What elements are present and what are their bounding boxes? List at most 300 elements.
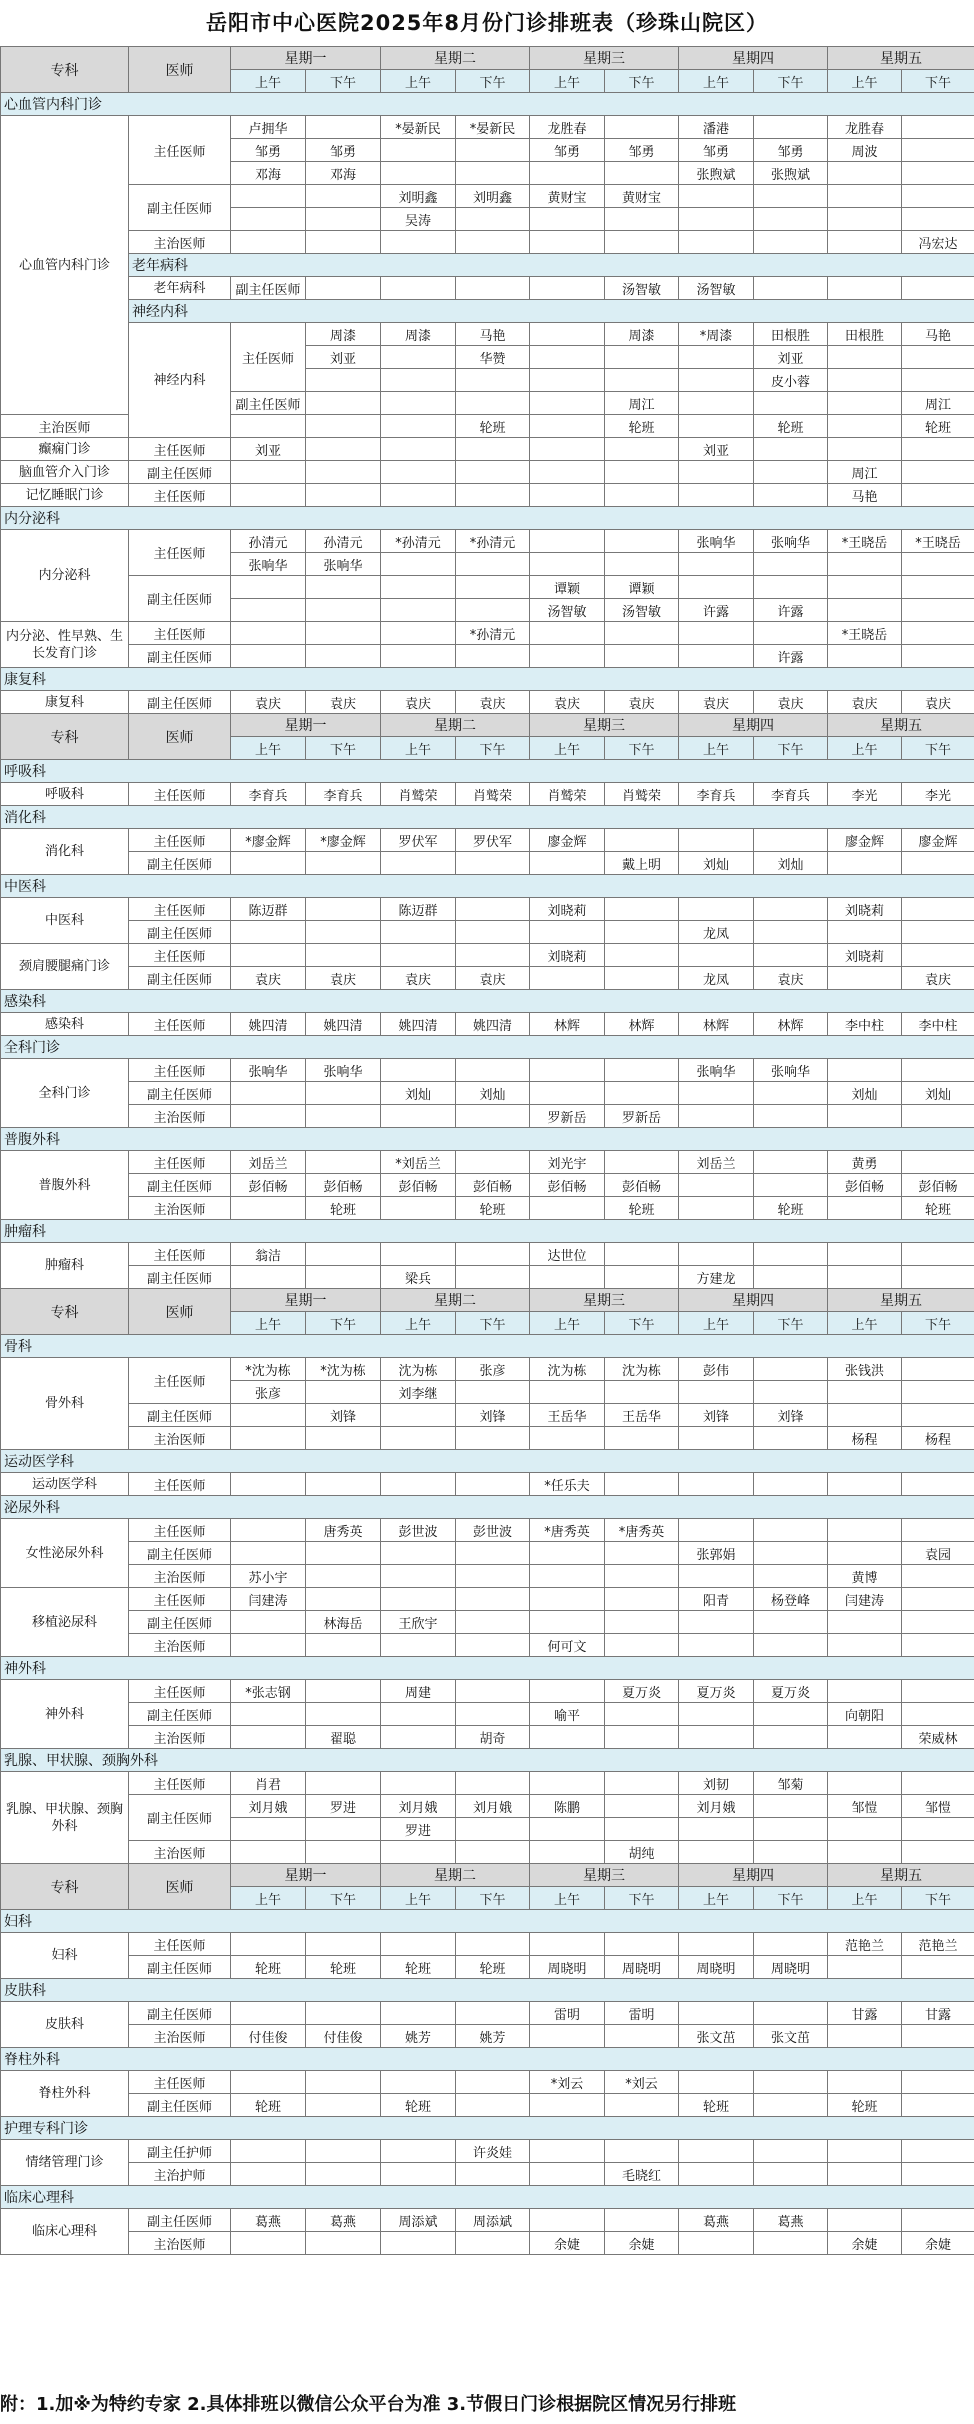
doctor-cell: 刘晓莉 (530, 898, 605, 921)
doctor-cell: *张志钢 (231, 1680, 306, 1703)
doctor-cell: 汤智敏 (679, 277, 754, 300)
doctor-title-cell: 主任医师 (129, 1151, 231, 1174)
header-doctor: 医师 (129, 1289, 231, 1335)
doctor-cell: 谭颖 (605, 576, 679, 599)
schedule-row (1, 231, 974, 254)
doctor-title-cell: 主任医师 (129, 898, 231, 921)
doctor-cell: 刘亚 (679, 438, 754, 461)
doctor-cell (902, 116, 974, 139)
doctor-cell: 陈迈群 (231, 898, 306, 921)
header-pm: 下午 (306, 1312, 381, 1335)
doctor-cell: 陈迈群 (381, 898, 456, 921)
doctor-cell (456, 2002, 530, 2025)
header-day: 星期五 (828, 1289, 974, 1312)
doctor-cell (306, 1680, 381, 1703)
doctor-cell: 杨程 (828, 1427, 902, 1450)
doctor-cell: 苏小宇 (231, 1565, 306, 1588)
section-row (1, 2048, 974, 2071)
doctor-cell (902, 898, 974, 921)
doctor-cell (456, 898, 530, 921)
schedule-row (1, 1703, 974, 1726)
doctor-cell (828, 1634, 902, 1657)
schedule-row (1, 2071, 974, 2094)
doctor-cell (456, 1542, 530, 1565)
header-am: 上午 (679, 1887, 754, 1910)
doctor-cell (828, 277, 902, 300)
header-pm: 下午 (605, 1887, 679, 1910)
doctor-cell (381, 2163, 456, 2186)
header-pm: 下午 (902, 737, 974, 760)
doctor-cell (306, 1082, 381, 1105)
doctor-cell (381, 1197, 456, 1220)
doctor-cell: 喻平 (530, 1703, 605, 1726)
doctor-cell: 姚四清 (381, 1013, 456, 1036)
doctor-cell: 余婕 (530, 2232, 605, 2255)
doctor-cell (828, 185, 902, 208)
header-am: 上午 (231, 1887, 306, 1910)
doctor-cell (902, 1059, 974, 1082)
doctor-cell (231, 921, 306, 944)
doctor-title-cell: 副主任医师 (129, 2094, 231, 2117)
doctor-cell: 雷明 (530, 2002, 605, 2025)
doctor-cell: 袁庆 (605, 691, 679, 714)
doctor-cell: *唐秀英 (530, 1519, 605, 1542)
doctor-cell (679, 1726, 754, 1749)
doctor-cell: 邹勇 (231, 139, 306, 162)
dept-cell: 神经内科 (129, 323, 231, 438)
doctor-cell: 许炎娃 (456, 2140, 530, 2163)
doctor-cell (902, 1772, 974, 1795)
doctor-title-cell: 主任医师 (129, 1772, 231, 1795)
doctor-title-cell: 主治医师 (129, 1105, 231, 1128)
schedule-row (1, 1266, 974, 1289)
doctor-cell (902, 346, 974, 369)
doctor-cell (381, 1105, 456, 1128)
doctor-title-cell: 副主任医师 (129, 1174, 231, 1197)
doctor-cell (902, 2094, 974, 2117)
dept-cell: 骨外科 (1, 1358, 129, 1450)
dept-cell: 运动医学科 (1, 1473, 129, 1496)
doctor-cell (231, 461, 306, 484)
doctor-cell: 葛燕 (679, 2209, 754, 2232)
doctor-cell: 周晓明 (754, 1956, 828, 1979)
doctor-title-cell: 副主任医师 (129, 461, 231, 484)
schedule-row (1, 944, 974, 967)
doctor-cell (828, 1197, 902, 1220)
doctor-cell: 肖鹫荣 (381, 783, 456, 806)
doctor-cell: 汤智敏 (605, 599, 679, 622)
schedule-row (1, 1013, 974, 1036)
doctor-cell (605, 944, 679, 967)
doctor-cell: 刘月娥 (231, 1795, 306, 1818)
doctor-cell: 刘月娥 (381, 1795, 456, 1818)
doctor-cell: 张煦斌 (679, 162, 754, 185)
doctor-cell: 周晓明 (605, 1956, 679, 1979)
doctor-cell: 张响华 (754, 1059, 828, 1082)
doctor-cell: 邹菊 (754, 1772, 828, 1795)
doctor-cell (754, 944, 828, 967)
doctor-cell (754, 622, 828, 645)
doctor-cell (828, 1473, 902, 1496)
doctor-cell: 罗进 (381, 1818, 456, 1841)
doctor-cell (605, 530, 679, 553)
doctor-cell (679, 1841, 754, 1864)
doctor-title-cell: 主治医师 (129, 1197, 231, 1220)
schedule-row (1, 1174, 974, 1197)
dept-cell: 临床心理科 (1, 2209, 129, 2255)
doctor-cell: 毛晓红 (605, 2163, 679, 2186)
doctor-cell: 刘亚 (754, 346, 828, 369)
doctor-cell (231, 852, 306, 875)
doctor-title-cell: 副主任医师 (129, 967, 231, 990)
doctor-cell (754, 553, 828, 576)
doctor-cell: 刘岳兰 (679, 1151, 754, 1174)
doctor-cell: 肖鹫荣 (605, 783, 679, 806)
doctor-cell: 袁庆 (306, 691, 381, 714)
doctor-title-cell: 副主任医师 (129, 2209, 231, 2232)
doctor-cell: 袁庆 (679, 691, 754, 714)
doctor-cell (902, 484, 974, 507)
header-am: 上午 (231, 1312, 306, 1335)
doctor-cell (828, 599, 902, 622)
doctor-cell: *廖金辉 (231, 829, 306, 852)
doctor-cell: 田根胜 (828, 323, 902, 346)
doctor-cell (605, 2025, 679, 2048)
doctor-cell (530, 622, 605, 645)
doctor-cell: 姚芳 (381, 2025, 456, 2048)
schedule-row (1, 1358, 974, 1381)
doctor-cell: 夏万炎 (679, 1680, 754, 1703)
doctor-cell (605, 1933, 679, 1956)
section-row (1, 1450, 974, 1473)
doctor-cell: 林辉 (754, 1013, 828, 1036)
doctor-cell (306, 2071, 381, 2094)
header-am: 上午 (679, 737, 754, 760)
doctor-cell: 张响华 (306, 1059, 381, 1082)
doctor-cell: 彭佰畅 (381, 1174, 456, 1197)
section-row (1, 1036, 974, 1059)
header-row (1, 1289, 974, 1312)
doctor-cell (679, 1933, 754, 1956)
doctor-cell (828, 1266, 902, 1289)
header-day: 星期二 (381, 47, 530, 70)
doctor-cell (530, 1680, 605, 1703)
doctor-cell (530, 2094, 605, 2117)
doctor-cell (231, 1197, 306, 1220)
section-row (1, 806, 974, 829)
doctor-cell: 罗进 (306, 1795, 381, 1818)
doctor-cell: 袁庆 (456, 967, 530, 990)
doctor-cell (754, 1105, 828, 1128)
schedule-row (1, 2002, 974, 2025)
doctor-title-cell: 主治医师 (129, 2232, 231, 2255)
doctor-cell: 姚四清 (231, 1013, 306, 1036)
doctor-title-cell: 主治医师 (129, 1565, 231, 1588)
doctor-cell (754, 2071, 828, 2094)
doctor-cell: 周漆 (306, 323, 381, 346)
dept-cell: 心血管内科门诊 (1, 116, 129, 415)
doctor-cell (828, 2209, 902, 2232)
doctor-cell: *王晓岳 (902, 530, 974, 553)
section-label: 全科门诊 (1, 1036, 974, 1059)
doctor-cell: 周江 (902, 392, 974, 415)
doctor-cell: *王晓岳 (828, 622, 902, 645)
doctor-cell (306, 576, 381, 599)
doctor-cell (679, 645, 754, 668)
doctor-cell (679, 1381, 754, 1404)
doctor-cell (381, 231, 456, 254)
doctor-cell (530, 1082, 605, 1105)
doctor-title-cell: 主治医师 (129, 231, 231, 254)
doctor-cell: 雷明 (605, 2002, 679, 2025)
schedule-table (0, 46, 974, 2255)
doctor-cell: 皮小蓉 (754, 369, 828, 392)
doctor-cell (381, 576, 456, 599)
doctor-cell: 轮班 (902, 1197, 974, 1220)
section-label: 老年病科 (129, 254, 974, 277)
doctor-cell: 沈为栋 (381, 1358, 456, 1381)
doctor-cell: 周晓明 (530, 1956, 605, 1979)
doctor-cell: 轮班 (679, 2094, 754, 2117)
doctor-cell (306, 1565, 381, 1588)
doctor-cell: 闫建涛 (231, 1588, 306, 1611)
doctor-cell: 刘锋 (679, 1404, 754, 1427)
doctor-cell (456, 921, 530, 944)
doctor-cell: 杨程 (902, 1427, 974, 1450)
doctor-cell (679, 1818, 754, 1841)
doctor-cell (381, 1588, 456, 1611)
doctor-cell (605, 1266, 679, 1289)
dept-cell: 乳腺、甲状腺、颈胸外科 (1, 1772, 129, 1864)
doctor-cell: 袁庆 (754, 691, 828, 714)
doctor-cell: 刘晓莉 (530, 944, 605, 967)
doctor-cell: 胡奇 (456, 1726, 530, 1749)
doctor-cell: 彭佰畅 (456, 1174, 530, 1197)
doctor-cell: 周添斌 (456, 2209, 530, 2232)
doctor-cell (530, 553, 605, 576)
doctor-cell (679, 1243, 754, 1266)
doctor-title-cell: 副主任医师 (129, 576, 231, 622)
doctor-cell (679, 622, 754, 645)
doctor-cell (605, 967, 679, 990)
doctor-cell: 轮班 (381, 2094, 456, 2117)
doctor-cell (456, 484, 530, 507)
doctor-cell: 廖金辉 (530, 829, 605, 852)
doctor-cell (231, 2002, 306, 2025)
doctor-cell (456, 2094, 530, 2117)
doctor-cell (754, 1082, 828, 1105)
doctor-cell (231, 1266, 306, 1289)
doctor-cell: 翟聪 (306, 1726, 381, 1749)
dept-cell: 感染科 (1, 1013, 129, 1036)
doctor-cell: 袁庆 (530, 691, 605, 714)
schedule-row (1, 898, 974, 921)
doctor-cell (828, 1680, 902, 1703)
schedule-row (1, 921, 974, 944)
doctor-cell: 彭佰畅 (231, 1174, 306, 1197)
doctor-cell (605, 1818, 679, 1841)
doctor-cell (902, 1818, 974, 1841)
header-dept: 专科 (1, 47, 129, 93)
doctor-cell (754, 277, 828, 300)
doctor-cell: 轮班 (231, 1956, 306, 1979)
section-label: 乳腺、甲状腺、颈胸外科 (1, 1749, 974, 1772)
header-am: 上午 (530, 1312, 605, 1335)
doctor-cell (381, 1404, 456, 1427)
doctor-cell (902, 599, 974, 622)
doctor-cell (456, 1266, 530, 1289)
doctor-cell (679, 1105, 754, 1128)
doctor-cell (605, 2140, 679, 2163)
schedule-row (1, 1956, 974, 1979)
doctor-cell: 闫建涛 (828, 1588, 902, 1611)
doctor-cell (231, 2232, 306, 2255)
doctor-title-cell: 主任医师 (129, 116, 231, 185)
section-label: 感染科 (1, 990, 974, 1013)
doctor-cell (381, 944, 456, 967)
doctor-cell (530, 1381, 605, 1404)
doctor-cell: 袁庆 (381, 967, 456, 990)
doctor-cell: 轮班 (456, 415, 530, 438)
doctor-cell: 轮班 (828, 2094, 902, 2117)
doctor-cell (605, 1059, 679, 1082)
section-label: 中医科 (1, 875, 974, 898)
header-day: 星期五 (828, 47, 974, 70)
header-doctor: 医师 (129, 1864, 231, 1910)
doctor-cell: 李育兵 (231, 783, 306, 806)
doctor-cell (306, 208, 381, 231)
doctor-cell (679, 369, 754, 392)
doctor-cell (456, 1565, 530, 1588)
doctor-cell: 肖鹫荣 (530, 783, 605, 806)
doctor-cell: 杨登峰 (754, 1588, 828, 1611)
doctor-cell (679, 1197, 754, 1220)
doctor-cell (754, 1381, 828, 1404)
doctor-cell (605, 2209, 679, 2232)
dept-cell: 皮肤科 (1, 2002, 129, 2048)
header-dept: 专科 (1, 1289, 129, 1335)
header-day: 星期三 (530, 1289, 679, 1312)
doctor-title-cell: 主任医师 (129, 1243, 231, 1266)
doctor-cell (679, 1565, 754, 1588)
doctor-cell (306, 599, 381, 622)
section-label: 泌尿外科 (1, 1496, 974, 1519)
doctor-cell (605, 1703, 679, 1726)
doctor-cell (381, 645, 456, 668)
doctor-cell: 余婕 (902, 2232, 974, 2255)
header-day: 星期四 (679, 1864, 828, 1887)
doctor-cell: 达世位 (530, 1243, 605, 1266)
doctor-cell (754, 921, 828, 944)
doctor-cell (828, 967, 902, 990)
header-am: 上午 (679, 1312, 754, 1335)
doctor-cell: 谭颖 (530, 576, 605, 599)
footnote: 附：1.加※为特约专家 2.具体排班以微信公众平台为准 3.节假日门诊根据院区情况另行排班 (0, 2394, 737, 2415)
doctor-cell (530, 1565, 605, 1588)
doctor-cell: 周漆 (381, 323, 456, 346)
doctor-cell (754, 1818, 828, 1841)
schedule-row (1, 691, 974, 714)
doctor-cell (605, 1611, 679, 1634)
doctor-title-cell: 副主任医师 (129, 1266, 231, 1289)
doctor-cell (754, 576, 828, 599)
doctor-cell: 林辉 (679, 1013, 754, 1036)
doctor-cell: 轮班 (456, 1956, 530, 1979)
doctor-cell (754, 829, 828, 852)
doctor-cell: 轮班 (902, 415, 974, 438)
doctor-cell (530, 323, 605, 346)
doctor-cell: 葛燕 (231, 2209, 306, 2232)
doctor-cell (456, 1243, 530, 1266)
doctor-cell (902, 645, 974, 668)
doctor-cell (754, 1243, 828, 1266)
doctor-cell (456, 1381, 530, 1404)
header-am: 上午 (381, 1887, 456, 1910)
doctor-cell (828, 1841, 902, 1864)
doctor-cell: 马艳 (456, 323, 530, 346)
doctor-cell (381, 599, 456, 622)
doctor-cell: 罗伏军 (456, 829, 530, 852)
doctor-cell (828, 1381, 902, 1404)
doctor-cell (231, 1427, 306, 1450)
doctor-cell (754, 1611, 828, 1634)
doctor-cell (456, 1841, 530, 1864)
doctor-cell (306, 415, 381, 438)
doctor-cell (306, 438, 381, 461)
doctor-title-cell: 副主任医师 (231, 392, 306, 415)
doctor-cell: 周江 (828, 461, 902, 484)
doctor-cell (754, 116, 828, 139)
doctor-cell: 邹勇 (754, 139, 828, 162)
doctor-cell (754, 1565, 828, 1588)
doctor-cell (902, 1519, 974, 1542)
doctor-cell: 李中柱 (828, 1013, 902, 1036)
doctor-cell (679, 461, 754, 484)
doctor-cell: 周添斌 (381, 2209, 456, 2232)
header-day: 星期一 (231, 1864, 381, 1887)
doctor-cell: 刘岳兰 (231, 1151, 306, 1174)
doctor-cell (231, 1105, 306, 1128)
doctor-cell: 许露 (679, 599, 754, 622)
doctor-cell (231, 1933, 306, 1956)
doctor-cell (381, 392, 456, 415)
doctor-cell (902, 2140, 974, 2163)
doctor-cell: 刘晓莉 (828, 944, 902, 967)
dept-cell: 情绪管理门诊 (1, 2140, 129, 2186)
header-day: 星期一 (231, 714, 381, 737)
doctor-cell: 袁庆 (754, 967, 828, 990)
doctor-cell (902, 2163, 974, 2186)
doctor-cell (679, 185, 754, 208)
section-row (1, 1335, 974, 1358)
section-row (1, 1749, 974, 1772)
doctor-cell (605, 898, 679, 921)
doctor-cell (306, 2232, 381, 2255)
doctor-cell (381, 2002, 456, 2025)
doctor-cell (306, 1818, 381, 1841)
doctor-title-cell: 副主任医师 (129, 1611, 231, 1634)
doctor-cell: 刘锋 (306, 1404, 381, 1427)
doctor-cell (306, 898, 381, 921)
doctor-cell (754, 185, 828, 208)
doctor-cell: 荣威林 (902, 1726, 974, 1749)
doctor-cell (231, 1082, 306, 1105)
doctor-cell: 袁庆 (456, 691, 530, 714)
doctor-cell (456, 1703, 530, 1726)
doctor-cell (902, 2025, 974, 2048)
doctor-cell (754, 1634, 828, 1657)
header-dept: 专科 (1, 1864, 129, 1910)
